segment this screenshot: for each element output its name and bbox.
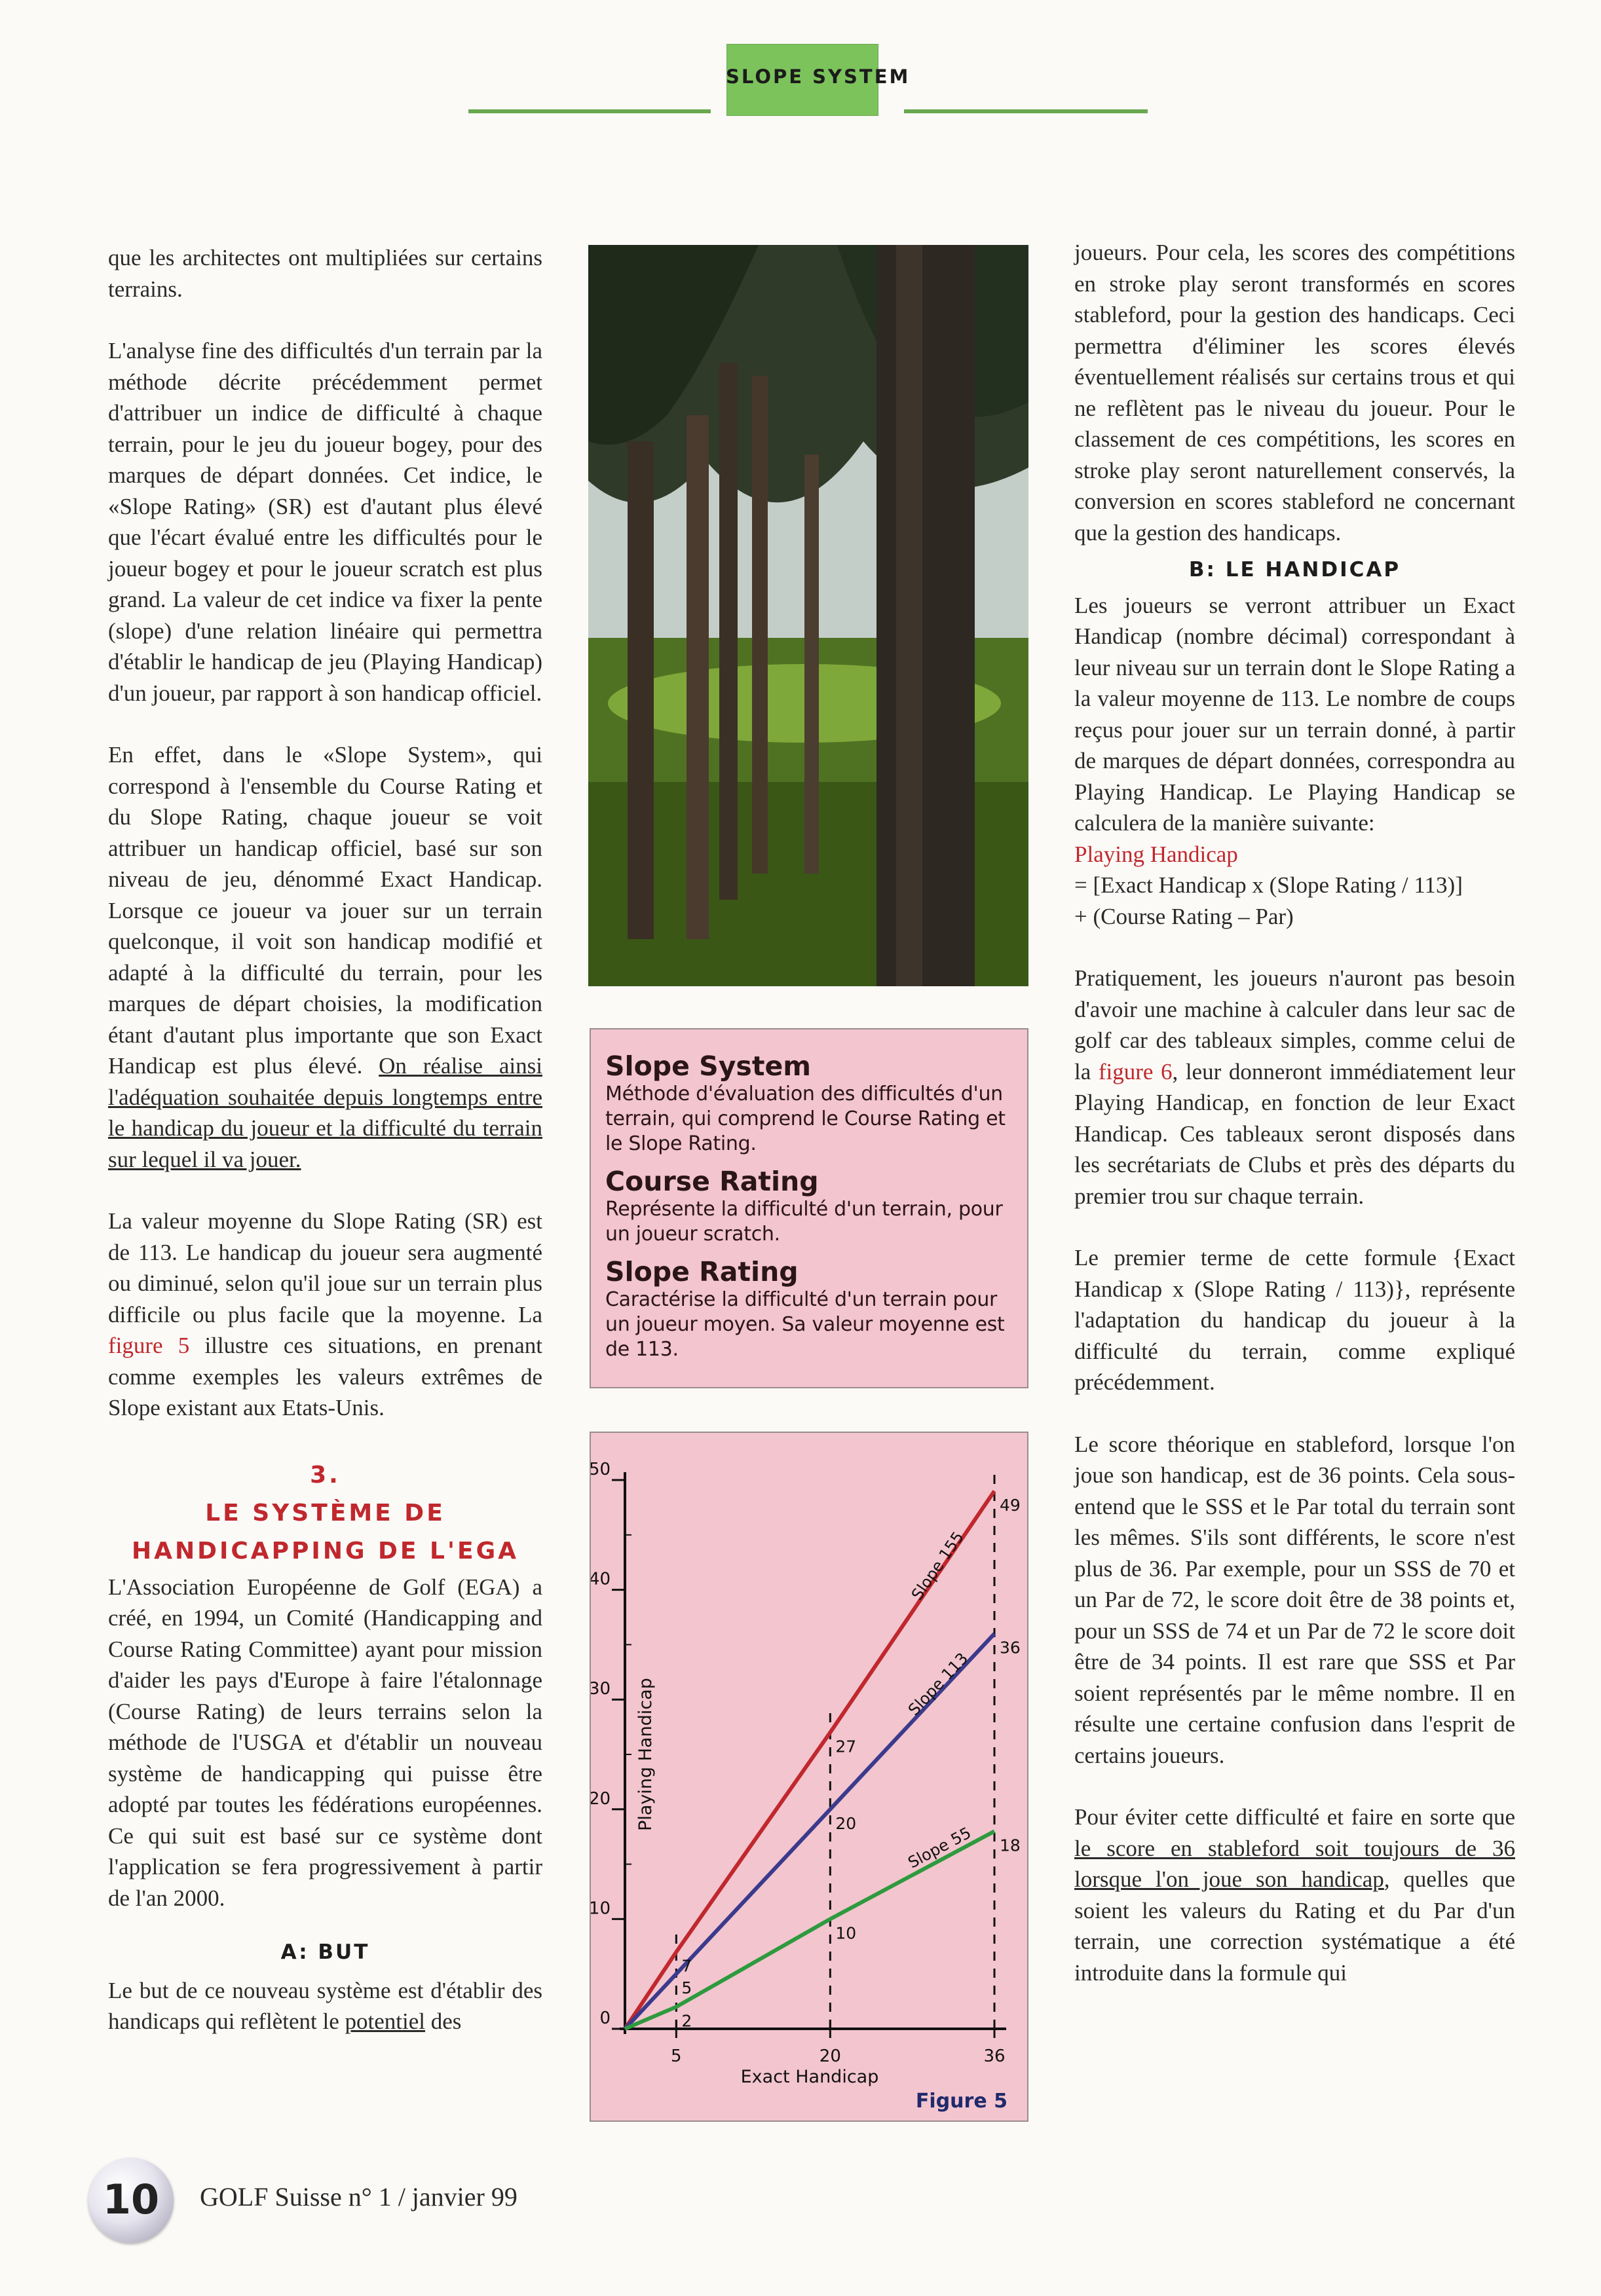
definition-text: Méthode d'évaluation des difficultés d'un terrain, qui comprend le Course Rating et le Slope Rating. xyxy=(605,1083,1006,1155)
definitions-box xyxy=(590,1028,1028,1388)
text-run: En effet, dans le «Slope System», qui correspond à l'ensemble du Course Rating et du Slope Rating, chaque joueur se voit attribuer un handicap officiel, basé sur son niveau de jeu, dénommé Exact Handicap. Lorsque ce joueur va jouer sur un terrain quelconque, il voit son handicap modifié et adapté à la difficulté du terrain, pour les marques de départ choisies, la modification étant d'autant plus importante que son Exact Handicap est plus élevé. xyxy=(108,742,542,1079)
underlined-text: On réalise ainsi l'adéquation souhaitée depuis longtemps entre le handicap du joueur et la difficulté du terrain sur lequel il va jouer. xyxy=(108,1053,542,1172)
text-run: des xyxy=(430,2009,462,2034)
figure-6-link[interactable]: figure 6 xyxy=(1098,1058,1173,1084)
point-value-label: 10 xyxy=(835,1923,857,1943)
y-tick-label: 50 xyxy=(591,1460,611,1479)
paragraph: L'Association Européenne de Golf (EGA) a créé, en 1994, un Comité (Handicapping and Course Rating Committee) ayant pour mission d'aider les pays d'Europe à faire l'étalonnage (Course Rating) de leurs terrains selon la méthode de l'USGA et d'établir un nouveau système de handicapping qui puisse être adopté par toutes les fédérations européennes. Ce qui suit est basé sur ce système dont l'application se fera progressivement à partir de l'an 2000. xyxy=(108,1574,542,1911)
point-value-label: 7 xyxy=(681,1956,692,1976)
point-value-label: 20 xyxy=(835,1813,857,1833)
paragraph xyxy=(108,739,542,1175)
paragraph: L'analyse fine des difficultés d'un terrain par la méthode décrite précédemment permet d'attribuer un indice de difficulté à chaque terrain, pour le jeu du joueur bogey, pour des marques de départ données. Cet indice, le «Slope Rating» (SR) est d'autant plus élevé que l'écart évalué entre les difficultés pour le joueur bogey et pour le joueur scratch est plus grand. La valeur de cet indice va fixer la pente (slope) d'une relation linéaire qui permettra d'établir le handicap de jeu (Playing Handicap) d'un joueur, par rapport à son handicap officiel. xyxy=(108,338,542,706)
text-run: La valeur moyenne du Slope Rating (SR) est de 113. Le handicap du joueur sera augmenté ou diminué, selon qu'il joue sur un terrain plus difficile ou plus facile que la moyenne. La xyxy=(108,1208,542,1327)
y-tick-label: 20 xyxy=(591,1788,611,1809)
header-rule-left xyxy=(468,109,711,113)
text-run: Pour éviter cette difficulté et faire en sorte que xyxy=(1074,1804,1515,1830)
point-value-label: 5 xyxy=(681,1978,692,1998)
x-axis-label: Exact Handicap xyxy=(740,2067,879,2087)
paragraph: Le score théorique en stableford, lorsque l'on joue son handicap, est de 36 points. Cela sous-entend que le SSS et le Par total du terrain sont les mêmes. S'ils sont différents, le score n'est plus de 36. Par exemple, pour un SSS de 70 et un Par de 72, le score doit être de 38 points et, pour un SSS de 74 et un Par de 72 le score doit être de 34 points. Il est rare que SSS et Par soient représentés par le même nombre. Il en résulte une certaine confusion dans l'esprit de certains joueurs. xyxy=(1074,1431,1515,1768)
subheading-handicap: B: LE HANDICAP xyxy=(1188,558,1401,582)
figure-5-chart xyxy=(590,1432,1028,2122)
trees-photo xyxy=(588,245,1028,986)
series-name-label: Slope 113 xyxy=(904,1649,972,1720)
underlined-text: le score en stableford soit toujours de 36 lorsque l'on joue son handicap xyxy=(1074,1835,1515,1892)
section-heading-line: LE SYSTÈME DE xyxy=(205,1499,445,1527)
x-tick-label: 36 xyxy=(983,2046,1006,2066)
text-run: , leur donneront immédiatement leur Playing Handicap, en fonction de leur Exact Handicap. Ces tableaux seront disposés dans les secrétariats de Clubs et près des départs du premier trou sur chaque terrain. xyxy=(1074,1058,1516,1209)
series-name-label: Slope 55 xyxy=(905,1823,975,1872)
publication-info: GOLF Suisse n° 1 / janvier 99 xyxy=(200,2182,518,2212)
series-line xyxy=(625,1831,994,2029)
formula-line: + (Course Rating – Par) xyxy=(1074,903,1294,929)
definition-title: Slope System xyxy=(605,1050,811,1082)
section-3-heading xyxy=(108,1456,542,1570)
definition-text: Caractérise la difficulté d'un terrain pour un joueur moyen. Sa valeur moyenne est de 113. xyxy=(605,1288,1005,1361)
point-value-label: 18 xyxy=(1000,1836,1021,1855)
text-run: illustre ces situations, en prenant comme exemples les valeurs extrêmes de Slope existant aux Etats-Unis. xyxy=(108,1333,542,1420)
text-run: Pratiquement, les joueurs n'auront pas besoin d'avoir une machine à calculer dans leur sac de golf car des tableaux simples, comme celui de la xyxy=(1074,965,1515,1084)
point-value-label: 49 xyxy=(1000,1495,1021,1515)
definition-text: Représente la difficulté d'un terrain, pour un joueur scratch. xyxy=(605,1198,1003,1246)
section-heading-line: HANDICAPPING DE L'EGA xyxy=(131,1537,519,1565)
paragraph: Le premier terme de cette formule {Exact Handicap x (Slope Rating / 113)}, représente l'adaptation du handicap du joueur à la difficulté du terrain, comme expliqué précédemment. xyxy=(1074,1245,1515,1395)
paragraph xyxy=(1074,1802,1515,1988)
y-tick-label: 10 xyxy=(591,1898,611,1919)
header-rule-right xyxy=(904,109,1148,113)
figure-5-link[interactable]: figure 5 xyxy=(108,1333,190,1358)
point-value-label: 36 xyxy=(1000,1638,1021,1657)
text-run: Le but de ce nouveau système est d'établir des handicaps qui reflètent le xyxy=(108,1977,542,2034)
subheading-but: A: BUT xyxy=(280,1940,370,1964)
point-value-label: 27 xyxy=(835,1737,857,1756)
formula-line: = [Exact Handicap x (Slope Rating / 113)] xyxy=(1074,872,1463,898)
formula-title: Playing Handicap xyxy=(1074,841,1238,867)
chart-svg xyxy=(591,1433,1027,2120)
series-name-label: Slope 155 xyxy=(907,1528,968,1604)
page-number: 10 xyxy=(102,2176,160,2223)
point-value-label: 2 xyxy=(681,2011,692,2031)
x-tick-label: 5 xyxy=(671,2046,682,2066)
underlined-text: potentiel xyxy=(345,2009,425,2034)
y-tick-label: 30 xyxy=(591,1679,611,1699)
y-tick-label: 40 xyxy=(591,1569,611,1589)
definition-title: Course Rating xyxy=(605,1166,819,1197)
section-number: 3. xyxy=(310,1461,341,1489)
paragraph xyxy=(1074,963,1515,1212)
paragraph xyxy=(108,1975,542,2037)
definition-title: Slope Rating xyxy=(605,1256,799,1287)
figure-caption: Figure 5 xyxy=(915,2090,1008,2113)
trees-illustration xyxy=(588,245,1028,986)
y-axis-label: Playing Handicap xyxy=(635,1678,656,1831)
formula xyxy=(1074,839,1515,933)
paragraph: que les architectes ont multipliées sur certains terrains. xyxy=(108,245,542,302)
left-column xyxy=(108,242,542,2068)
paragraph: joueurs. Pour cela, les scores des compétitions en stroke play seront transformés en scores stableford, pour la gestion des handicaps. Ceci permettra d'éliminer les scores élevés éventuellement réalisés sur certains trous et qui ne reflètent pas le niveau du joueur. Pour le classement de ces compétitions, les scores en stroke play seront naturellement conservés, la conversion en scores stableford ne concernant que la gestion des handicaps. xyxy=(1074,240,1515,546)
text-run: , quelles que soient les valeurs du Rating et du Par d'un terrain, une correction systématique a été introduite dans la formule qui xyxy=(1074,1866,1515,1986)
x-tick-label: 20 xyxy=(819,2046,841,2066)
paragraph: Les joueurs se verront attribuer un Exact Handicap (nombre décimal) correspondant à leur niveau sur un terrain dont le Slope Rating a la valeur moyenne de 113. Le nombre de coups reçus pour jouer sur un terrain donné, à partir de marques de départ données, correspondra au Playing Handicap. Le Playing Handicap se calculera de la manière suivante: xyxy=(1074,592,1515,836)
right-column xyxy=(1074,237,1515,2019)
paragraph xyxy=(108,1206,542,1424)
y-tick-label: 0 xyxy=(599,2009,611,2028)
section-title: SLOPE SYSTEM xyxy=(726,65,911,88)
